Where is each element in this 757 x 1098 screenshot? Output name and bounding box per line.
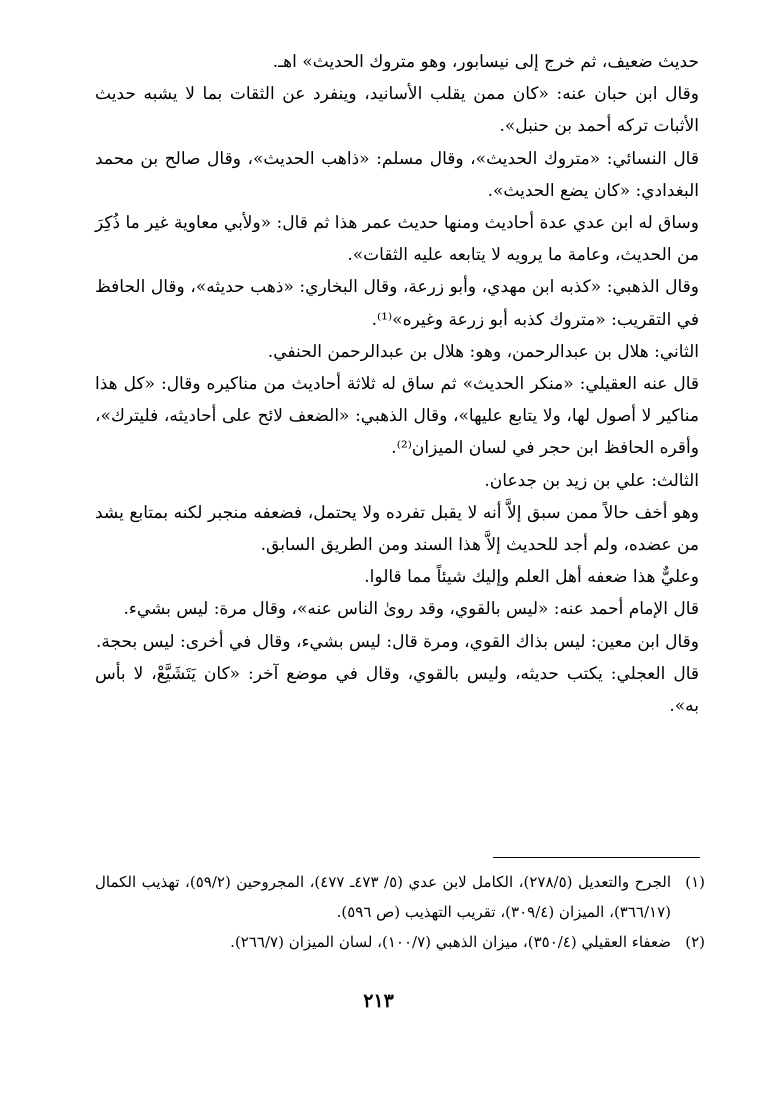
paragraph: قال عنه العقيلي: «منكر الحديث» ثم ساق له ثلاثة أحاديث من مناكيره وقال: «كل هذا مناكير لا أصول لها، ولا يتابع عليها»، وقال الذهبي: «الضعف لائح على أحاديثه، فليترك»، وأقره الحافظ ابن حجر في لسان الميزان⁽²⁾. [95, 374, 699, 459]
footnote-separator [493, 857, 700, 858]
footnote-number: (٢) [685, 933, 705, 951]
paragraph: وعليٌّ هذا ضعفه أهل العلم وإليك شيئاً مما قالوا. [364, 567, 699, 588]
paragraph: الثالث: علي بن زيد بن جدعان. [484, 470, 699, 491]
paragraph: قال النسائي: «متروك الحديث»، وقال مسلم: «ذاهب الحديث»، وقال صالح بن محمد البغدادي: «كان يضع الحديث». [95, 148, 699, 201]
paragraph: قال العجلي: يكتب حديثه، وليس بالقوي، وقال في موضع آخر: «كان يَتَشَيَّعْ، لا بأس به». [95, 663, 699, 717]
footnote-number: (١) [685, 873, 705, 891]
paragraph: وقال ابن حبان عنه: «كان ممن يقلب الأسانيد، وينفرد عن الثقات بما لا يشبه حديث الأثبات تركه أحمد بن حنبل». [95, 84, 699, 137]
paragraph: حديث ضعيف، ثم خرج إلى نيسابور، وهو متروك الحديث» اهـ. [272, 52, 699, 72]
footnote-text: ضعفاء العقيلي (٣٥٠/٤)، ميزان الذهبي (١٠٠/٧)، لسان الميزان (٢٦٦/٧). [230, 933, 671, 951]
paragraph: وساق له ابن عدي عدة أحاديث ومنها حديث عمر هذا ثم قال: «ولأبي معاوية غير ما ذُكِرَ من الحديث، وعامة ما يرويه لا يتابعه عليه الثقات». [95, 213, 699, 266]
footnotes [95, 867, 705, 957]
paragraph: قال الإمام أحمد عنه: «ليس بالقوي، وقد روىٰ الناس عنه»، وقال مرة: ليس بشيء. [123, 599, 699, 620]
page-number: ٢١٣ [363, 990, 394, 1012]
paragraph: وقال الذهبي: «كذبه ابن مهدي، وأبو زرعة، وقال البخاري: «ذهب حديثه»، وقال الحافظ في التقريب: «متروك كذبه أبو زرعة وغيره»⁽¹⁾. [95, 277, 699, 330]
footnote-text: الجرح والتعديل (٢٧٨/٥)، الكامل لابن عدي (٥/ ٤٧٣ـ ٤٧٧)، المجروحين (٥٩/٢)، تهذيب الكمال (٣٦٦/١٧)، الميزان (٣٠٩/٤)، تقريب التهذيب (ص ٥٩٦). [95, 873, 671, 921]
footnote [95, 927, 705, 957]
paragraph: وهو أخف حالاً ممن سبق إلاَّ أنه لا يقبل تفرده ولا يحتمل، فضعفه منجبر لكنه بمتابع يشد من عضده، ولم أجد للحديث إلاَّ هذا السند ومن الطريق السابق. [95, 502, 699, 556]
paragraph: وقال ابن معين: ليس بذاك القوي، ومرة قال: ليس بشيء، وقال في أخرى: ليس بحجة. [96, 631, 699, 652]
main-text [95, 46, 699, 722]
footnote [95, 867, 705, 927]
paragraph: الثاني: هلال بن عبدالرحمن، وهو: هلال بن عبدالرحمن الحنفي. [267, 341, 699, 362]
